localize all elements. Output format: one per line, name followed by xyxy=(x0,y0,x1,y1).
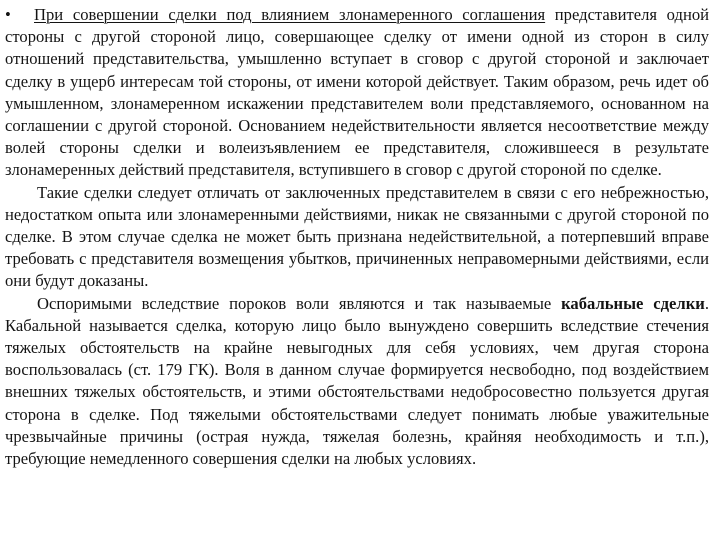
bullet-marker: • xyxy=(5,5,11,24)
bold-term: кабальные сделки xyxy=(561,293,705,313)
paragraph-3-lead: Оспоримыми вследствие пороков воли являются и так называемые xyxy=(37,293,562,313)
underlined-lead-phrase: При совершении сделки под влиянием злонамеренного соглашения xyxy=(34,5,546,24)
paragraph-bad-faith-agreement xyxy=(5,4,709,182)
paragraph-negligence: Такие сделки следует отличать от заключенных представителем в связи с его небрежностью, недостатком опыта или злонамеренными действиями, никак не связанными с другой стороной по сделке. В этом случае сделка не может быть признана недействительной, а потерпевший вправе требовать с представителя возмещения убытков, причиненных неправомерными действиями, если они будут доказаны. xyxy=(5,182,709,291)
paragraph-3-text: . Кабальной называется сделка, которую лицо было вынуждено совершить вследствие стечения тяжелых обстоятельств на крайне невыгодных для себя условиях, чем другая сторона воспользовалась (ст. 179 ГК). Воля в данном случае формируется несвободно, под воздействием внешних тяжелых обстоятельств, и этими обстоятельствами недобросовестно пользуется другая сторона в сделке. Под тяжелыми обстоятельствами следует понимать любые уважительные чрезвычайные причины (острая нужда, тяжелая болезнь, крайняя необходимость и т.п.), требующие немедленного совершения сделки на любых условиях. xyxy=(5,293,709,469)
paragraph-bondage-transactions xyxy=(5,293,709,471)
paragraph-1-text: представителя одной стороны с другой стороной лицо, совершающее сделку от имени одной из сторон в силу отношений представительства, умышленно вступает в сговор с другой стороной и заключает сделку в ущерб интересам той стороны, от имени которой действует. Таким образом, речь идет об умышленном, злонамеренном искажении представителем воли представляемого, основанном на соглашении с другой стороной. Основанием недействительности является несоответствие между волей стороны сделки и волеизъявлением ее представителя, сложившееся в результате злонамеренных действий представителя, вступившего в сговор с другой стороной по сделке. xyxy=(5,5,709,180)
document-page xyxy=(5,4,709,470)
